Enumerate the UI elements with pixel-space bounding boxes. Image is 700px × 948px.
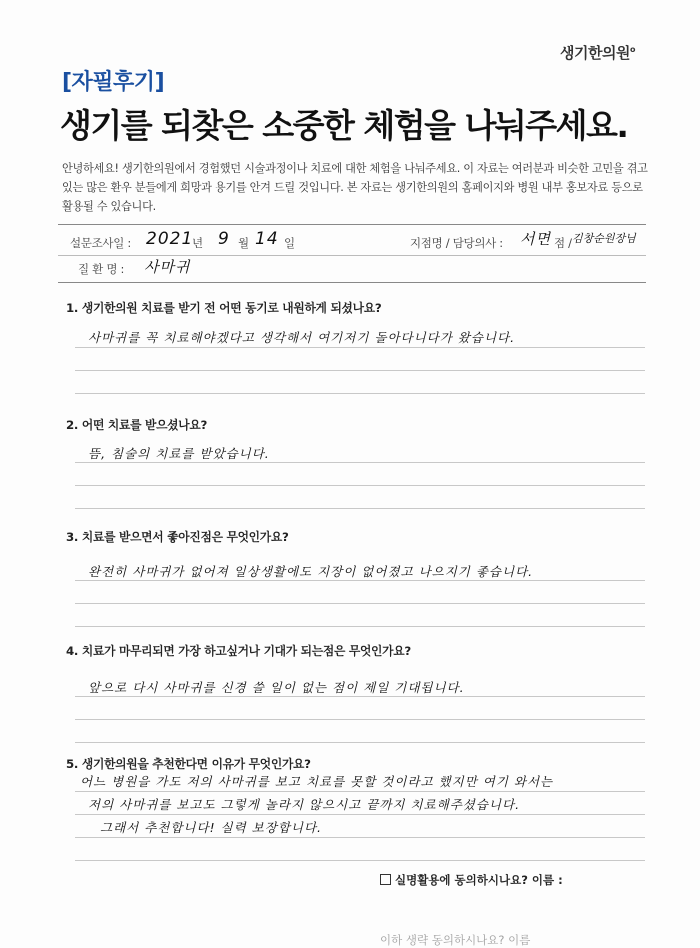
question-2: 2. 어떤 치료를 받으셨나요? [66, 418, 208, 432]
doctor-name: 김창순원장님 [572, 232, 636, 245]
answer-line [75, 485, 645, 486]
answer-3-line-1: 완전히 사마귀가 없어져 일상생활에도 지장이 없어졌고 나으지기 좋습니다. [88, 564, 534, 579]
answer-line [75, 393, 645, 394]
answer-line [75, 626, 645, 627]
consent-question [380, 872, 563, 888]
page-title: 생기를 되찾은 소중한 체험을 나눠주세요. [60, 106, 628, 145]
answer-4-line-1: 앞으로 다시 사마귀를 신경 쓸 일이 없는 점이 제일 기대됩니다. [88, 680, 465, 695]
answer-line [75, 462, 645, 463]
survey-month: 9 [218, 229, 230, 249]
brand-logo: 생기한의원$^o$ [560, 44, 635, 62]
answer-line [75, 508, 645, 509]
answer-line [75, 696, 645, 697]
answer-2-line-1: 뜸, 침술의 치료를 받았습니다. [88, 446, 270, 461]
day-unit: 일 [284, 236, 295, 250]
answer-line [75, 603, 645, 604]
form-tag: [자필후기] [62, 70, 165, 95]
cutoff-text: 이하 생략 동의하시나요? 이름 [380, 933, 531, 947]
answer-line [75, 791, 645, 792]
answer-line [75, 580, 645, 581]
consent-checkbox[interactable] [380, 874, 391, 885]
month-unit: 월 [238, 236, 249, 250]
info-bottom-rule [58, 282, 646, 283]
answer-5-line-3: 그래서 추천합니다! 실력 보장합니다. [100, 820, 323, 835]
answer-line [75, 814, 645, 815]
answer-line [75, 860, 645, 861]
answer-5-line-2: 저의 사마귀를 보고도 그렇게 놀라지 않으시고 끝까지 치료해주셨습니다. [88, 797, 521, 812]
answer-line [75, 837, 645, 838]
answer-5-line-1: 어느 병원을 가도 저의 사마귀를 보고 치료를 못할 것이라고 했지만 여기 와서는 [80, 774, 554, 789]
branch-name: 서면 [520, 230, 551, 248]
answer-line [75, 719, 645, 720]
branch-unit: 점 / [554, 236, 572, 250]
survey-day: 14 [255, 229, 279, 249]
answer-line [75, 742, 645, 743]
answer-line [75, 370, 645, 371]
disease-name: 사마귀 [144, 258, 191, 276]
question-3: 3. 치료를 받으면서 좋아진점은 무엇인가요? [66, 530, 289, 544]
survey-year: 2021 [146, 229, 194, 249]
answer-line [75, 347, 645, 348]
info-top-rule [58, 224, 646, 225]
question-1: 1. 생기한의원 치료를 받기 전 어떤 동기로 내원하게 되셨나요? [66, 301, 382, 315]
question-4: 4. 치료가 마무리되면 가장 하고싶거나 기대가 되는점은 무엇인가요? [66, 644, 411, 658]
branch-label: 지점명 / 담당의사 : [410, 236, 503, 250]
answer-1-line-1: 사마귀를 꼭 치료해야겠다고 생각해서 여기저기 돌아다니다가 왔습니다. [88, 330, 516, 345]
intro-text: 안녕하세요! 생기한의원에서 경험했던 시술과정이나 치료에 대한 체험을 나눠주세요. 이 자료는 여러분과 비슷한 고민을 겪고 있는 많은 환우 분들에게 희망과 용기를 안겨 드릴 것입니다. 본 자료는 생기한의원의 홈페이지와 병원 내부 홍보자료 등으로 활용될 수 있습니다. [62, 162, 648, 213]
consent-label: 실명활용에 동의하시나요? 이름 : [395, 873, 563, 887]
question-5: 5. 생기한의원을 추천한다면 이유가 무엇인가요? [66, 757, 311, 771]
year-unit: 년 [192, 236, 203, 250]
survey-date-label: 설문조사일 : [70, 236, 131, 250]
disease-label: 질 환 명 : [78, 262, 125, 276]
